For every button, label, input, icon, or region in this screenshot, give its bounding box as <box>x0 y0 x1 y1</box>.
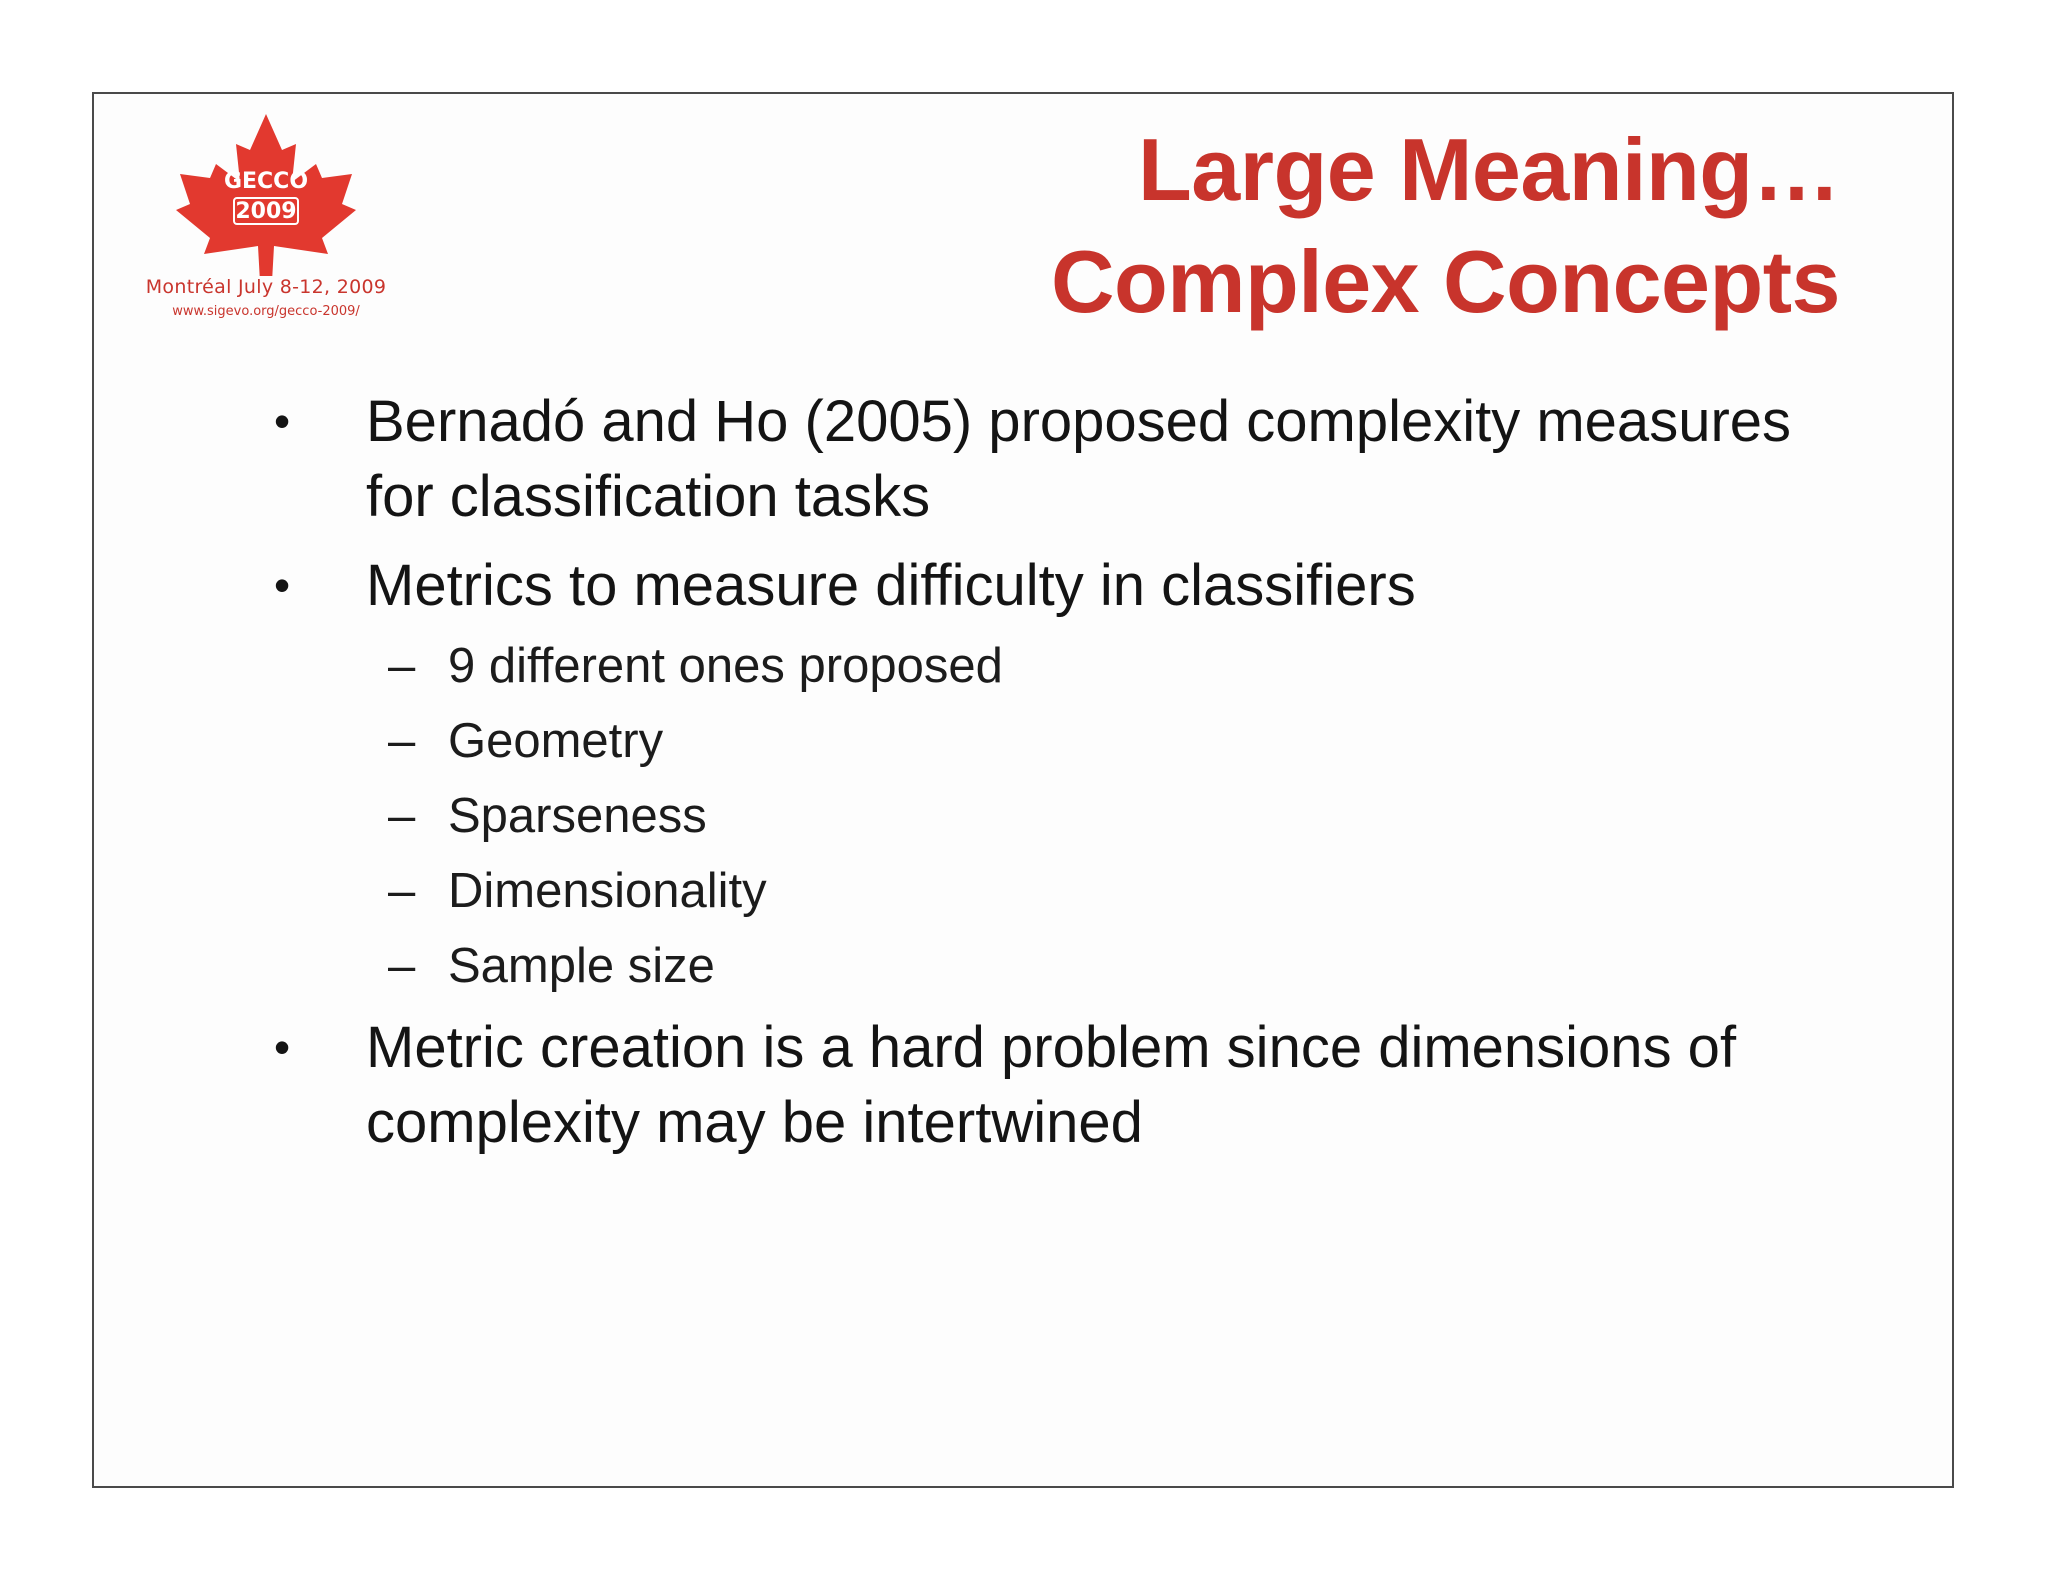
title-line-1: Large Meaning… <box>1138 120 1840 219</box>
title-line-2: Complex Concepts <box>1050 232 1840 331</box>
sub-text: Dimensionality <box>448 864 767 918</box>
logo-url: www.sigevo.org/gecco-2009/ <box>172 304 360 319</box>
bullet-text: Metrics to measure difficulty in classifiers <box>366 553 1416 618</box>
bullet-text: Metric creation is a hard problem since dimensions of complexity may be intertwined <box>366 1015 1737 1155</box>
bullet-dot: • <box>274 395 291 447</box>
slide-content <box>94 94 1952 1486</box>
sub-text: Sparseness <box>448 789 707 843</box>
sub-dash: – <box>388 714 416 768</box>
sub-dash: – <box>388 864 416 918</box>
sub-text: 9 different ones proposed <box>448 639 1003 693</box>
bullet-dot: • <box>274 1021 291 1073</box>
sub-text: Sample size <box>448 939 715 993</box>
bullet-dot: • <box>274 559 291 611</box>
sub-dash: – <box>388 939 416 993</box>
logo-event-line1: GECCO <box>223 169 309 194</box>
slide-frame <box>92 92 1954 1488</box>
logo-location-date: Montréal July 8-12, 2009 <box>145 276 387 298</box>
sub-dash: – <box>388 639 416 693</box>
sub-dash: – <box>388 789 416 843</box>
logo-event-line2: 2009 <box>235 199 297 224</box>
sub-text: Geometry <box>448 714 664 768</box>
bullet-text: Bernadó and Ho (2005) proposed complexity measures for classification tasks <box>366 389 1792 529</box>
